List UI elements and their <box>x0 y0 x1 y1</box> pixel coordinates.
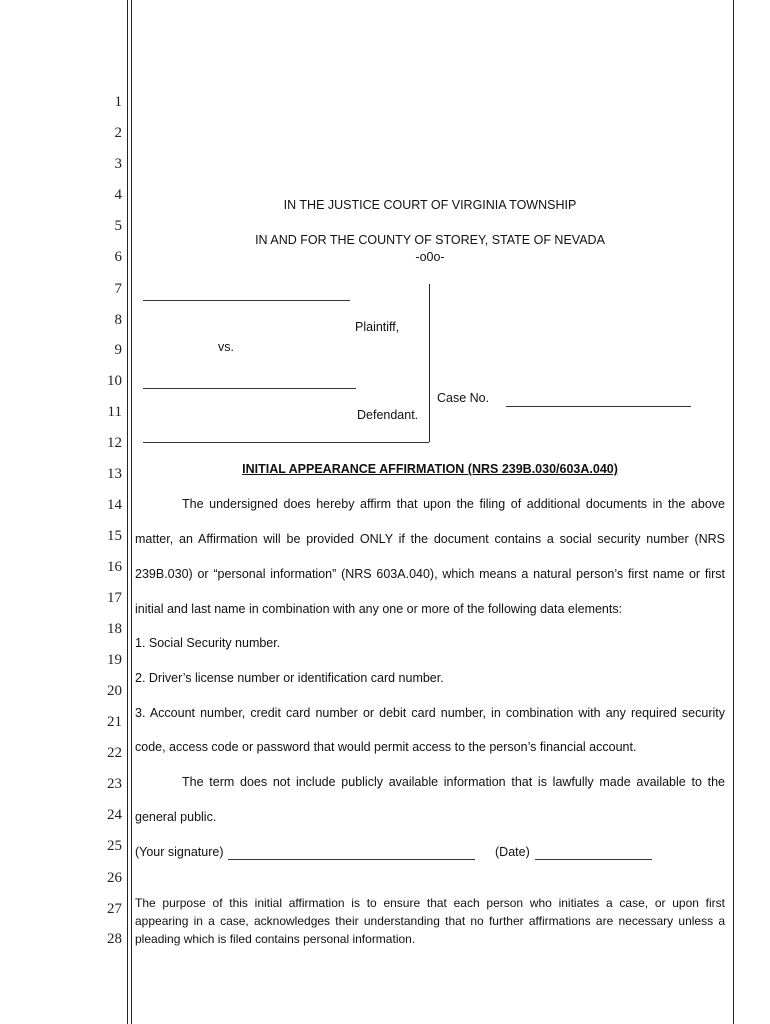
line-number: 22 <box>107 745 122 761</box>
line-number: 26 <box>107 870 122 886</box>
body-line: The term does not include publicly available information that is lawfully made available to the <box>182 775 725 789</box>
signature-label: (Your signature) <box>135 845 224 859</box>
body-line: 239B.030) or “personal information” (NRS 603A.040), which means a natural person’s first name or first <box>135 567 725 581</box>
vs-label: vs. <box>218 340 234 354</box>
purpose-line: The purpose of this initial affirmation is to ensure that each person who initiates a case, or upon first <box>135 896 725 910</box>
line-number: 23 <box>107 776 122 792</box>
line-number: 15 <box>107 528 122 544</box>
body-line: general public. <box>135 810 217 824</box>
left-margin-rule-2 <box>131 0 132 1024</box>
body-line: initial and last name in combination with any one or more of the following data elements: <box>135 602 623 616</box>
line-number: 16 <box>107 559 122 575</box>
line-number: 5 <box>114 218 122 234</box>
list-item: 1. Social Security number. <box>135 636 281 650</box>
date-line[interactable] <box>535 859 652 860</box>
court-county: IN AND FOR THE COUNTY OF STOREY, STATE OF NEVADA <box>255 233 605 247</box>
line-number: 8 <box>114 312 122 328</box>
case-number-label: Case No. <box>437 391 490 405</box>
court-name: IN THE JUSTICE COURT OF VIRGINIA TOWNSHIP <box>283 198 577 212</box>
line-number: 12 <box>107 435 122 451</box>
line-number: 20 <box>107 683 122 699</box>
body-line: The undersigned does hereby affirm that upon the filing of additional documents in the above <box>182 497 725 511</box>
line-number: 28 <box>107 931 122 947</box>
line-number: 6 <box>114 249 122 265</box>
line-number: 14 <box>107 497 122 513</box>
right-margin-rule <box>733 0 734 1024</box>
line-number: 27 <box>107 901 122 917</box>
purpose-line: pleading which is filed contains personal information. <box>135 932 416 946</box>
line-number: 9 <box>114 342 122 358</box>
caption-divider <box>429 284 430 442</box>
line-number: 25 <box>107 838 122 854</box>
document-title: INITIAL APPEARANCE AFFIRMATION (NRS 239B.030/603A.040) <box>242 462 618 476</box>
line-number: 24 <box>107 807 122 823</box>
line-number: 11 <box>107 404 122 420</box>
date-label: (Date) <box>495 845 530 859</box>
line-number: 21 <box>107 714 122 730</box>
plaintiff-name-line[interactable] <box>143 300 350 301</box>
line-number: 19 <box>107 652 122 668</box>
line-number: 17 <box>107 590 122 606</box>
list-item: code, access code or password that would permit access to the person’s financial account. <box>135 740 637 754</box>
plaintiff-label: Plaintiff, <box>355 320 400 334</box>
line-number: 10 <box>107 373 122 389</box>
signature-line[interactable] <box>228 859 475 860</box>
purpose-line: appearing in a case, acknowledges their understanding that no further affirmations are necessary unless a <box>135 914 725 928</box>
left-margin-rule-1 <box>127 0 128 1024</box>
case-number-line[interactable] <box>506 406 691 407</box>
line-number: 4 <box>114 187 122 203</box>
line-number: 2 <box>114 125 122 141</box>
caption-bottom-rule <box>143 442 429 443</box>
line-number: 7 <box>114 281 122 297</box>
line-number: 18 <box>107 621 122 637</box>
heading-separator: -o0o- <box>415 250 445 264</box>
line-number: 3 <box>114 156 122 172</box>
defendant-label: Defendant. <box>357 408 419 422</box>
line-number: 1 <box>114 94 122 110</box>
body-line: matter, an Affirmation will be provided ONLY if the document contains a social security number (NRS <box>135 532 725 546</box>
list-item: 2. Driver’s license number or identification card number. <box>135 671 444 685</box>
line-number: 13 <box>107 466 122 482</box>
defendant-name-line[interactable] <box>143 388 356 389</box>
list-item: 3. Account number, credit card number or debit card number, in combination with any required security <box>135 706 725 720</box>
